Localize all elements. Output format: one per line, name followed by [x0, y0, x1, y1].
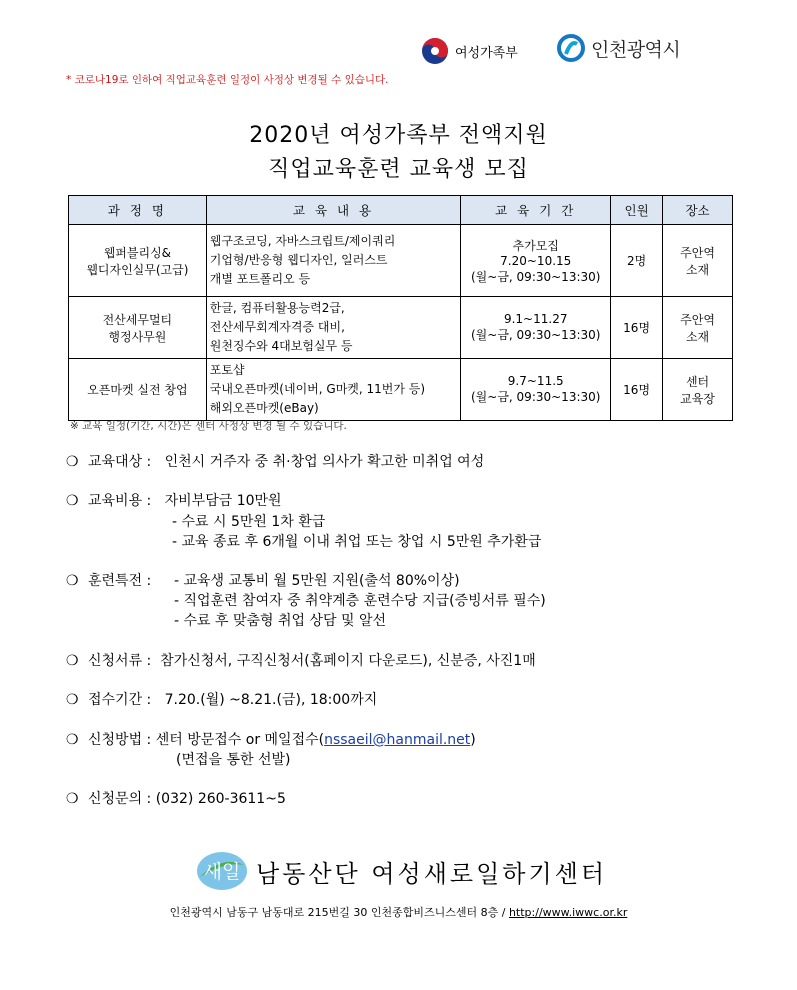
header-place: 장소: [663, 196, 733, 225]
content-line: 해외오픈마켓(eBay): [209, 401, 319, 415]
info-inquiry: [66, 789, 286, 809]
method-text-end: ): [470, 732, 476, 748]
course-people: 2명: [611, 225, 663, 297]
info-label: 교육대상 :: [88, 454, 152, 470]
period-line: (월~금, 09:30~13:30): [471, 269, 601, 284]
header-period: 교 육 기 간: [461, 196, 611, 225]
bullet-icon: ❍: [66, 454, 79, 470]
content-line: 국내오픈마켓(네이버, G마켓, 11번가 등): [209, 382, 426, 396]
saeil-badge-text: 새일: [203, 861, 241, 883]
benefit-sub-3: - 수료 후 맞춤형 취업 상담 및 알선: [174, 613, 387, 629]
method-sub: (면접을 통한 선발): [176, 752, 291, 768]
schedule-note: ※ 교육 일정(기간, 시간)은 센터 사정상 변경 될 수 있습니다.: [70, 420, 347, 432]
method-text: 센터 방문접수 or 메일접수(: [155, 732, 325, 748]
course-period: [461, 297, 611, 359]
content-line: 포토샵: [209, 363, 245, 377]
course-name-line: 전산세무멀티: [102, 312, 173, 327]
course-name-line: 웹디자인실무(고급): [86, 262, 189, 277]
table-header-row: [69, 196, 733, 225]
incheon-emblem-icon: [557, 34, 585, 62]
info-value: 인천시 거주자 중 취·창업 의사가 확고한 미취업 여성: [164, 454, 485, 470]
table-row: [69, 225, 733, 297]
place-line: 센터: [685, 374, 710, 389]
course-content: [206, 225, 461, 297]
footer-address: [0, 904, 797, 920]
content-line: 전산세무회계자격증 대비,: [209, 320, 345, 334]
cost-sub-1: - 수료 시 5만원 1차 환급: [172, 514, 326, 530]
bullet-icon: ❍: [66, 653, 79, 669]
address-text: 인천광역시 남동구 남동대로 215번길 30 인천종합비즈니스센터 8층 /: [169, 906, 509, 919]
course-place: [663, 225, 733, 297]
period-line: (월~금, 09:30~13:30): [471, 328, 601, 342]
page-subtitle: 직업교육훈련 교육생 모집: [268, 157, 529, 182]
course-content: [206, 359, 461, 421]
course-place: [663, 297, 733, 359]
incheon-name: 인천광역시: [591, 38, 681, 61]
content-line: 원천징수와 4대보험실무 등: [209, 339, 353, 353]
covid-notice: * 코로나19로 인하여 직업교육훈련 일정이 사정상 변경될 수 있습니다.: [66, 74, 389, 86]
table-row: [69, 297, 733, 359]
period-line: 추가모집: [512, 238, 559, 253]
course-name: [69, 225, 207, 297]
mogef-name: 여성가족부: [455, 45, 518, 61]
info-method: [66, 730, 476, 750]
course-period: [461, 359, 611, 421]
content-line: 한글, 컴퓨터활용능력2급,: [209, 301, 345, 315]
info-label: 신청서류 :: [88, 653, 152, 669]
course-name-line: 오픈마켓 실전 창업: [87, 383, 188, 397]
info-label: 접수기간 :: [88, 692, 152, 708]
table-row: [69, 359, 733, 421]
footer-logo: [196, 851, 607, 891]
course-name-line: 행정사무원: [108, 329, 167, 344]
bullet-icon: ❍: [66, 732, 79, 748]
benefit-sub-1: - 교육생 교통비 월 5만원 지원(출석 80%이상): [174, 573, 460, 589]
info-benefit: [66, 571, 151, 591]
place-line: 주안역: [680, 245, 715, 260]
course-people: 16명: [611, 359, 663, 421]
info-label: 훈련특전 :: [88, 573, 152, 589]
info-target: [66, 452, 484, 472]
info-label: 신청방법 :: [88, 732, 152, 748]
bullet-icon: ❍: [66, 573, 79, 589]
center-name: 남동산단 여성새로일하기센터: [256, 859, 608, 888]
info-value: 7.20.(월) ~8.21.(금), 18:00까지: [164, 692, 378, 708]
cost-sub-2: - 교육 종료 후 6개월 이내 취업 또는 창업 시 5만원 추가환급: [172, 534, 542, 550]
header-course-name: 과 정 명: [69, 196, 207, 225]
email-link[interactable]: nssaeil@hanmail.net: [324, 732, 471, 748]
place-line: 교육장: [680, 391, 715, 406]
course-table: [68, 195, 733, 421]
incheon-logo: [557, 34, 680, 62]
header-people: 인원: [611, 196, 663, 225]
info-value: (032) 260-3611~5: [155, 791, 286, 807]
period-line: (월~금, 09:30~13:30): [471, 390, 601, 404]
course-content: [206, 297, 461, 359]
saeil-logo-icon: [196, 851, 248, 891]
content-line: 개별 포트폴리오 등: [209, 272, 311, 286]
info-period: [66, 690, 377, 710]
info-label: 신청문의 :: [88, 791, 152, 807]
period-line: 9.1~11.27: [503, 312, 568, 326]
course-people: 16명: [611, 297, 663, 359]
place-line: 소재: [685, 262, 710, 277]
header-logos: [420, 34, 720, 74]
info-label: 교육비용 :: [88, 493, 152, 509]
course-place: [663, 359, 733, 421]
bullet-icon: ❍: [66, 493, 79, 509]
mogef-logo: [420, 36, 518, 66]
place-line: 소재: [685, 329, 710, 344]
period-line: 7.20~10.15: [500, 253, 572, 268]
content-line: 웹구조코딩, 자바스크립트/제이쿼리: [209, 234, 396, 248]
course-period: [461, 225, 611, 297]
info-docs: [66, 651, 536, 671]
header-content: 교 육 내 용: [206, 196, 461, 225]
info-value: 참가신청서, 구직신청서(홈페이지 다운로드), 신분증, 사진1매: [160, 653, 536, 669]
info-value: 자비부담금 10만원: [164, 493, 282, 509]
course-name: [69, 297, 207, 359]
content-line: 기업형/반응형 웹디자인, 일러스트: [209, 253, 388, 267]
info-cost: [66, 491, 282, 511]
bullet-icon: ❍: [66, 791, 79, 807]
page-title: 2020년 여성가족부 전액지원: [249, 123, 548, 148]
website-link[interactable]: http://www.iwwc.or.kr: [508, 906, 628, 919]
benefit-sub-2: - 직업훈련 참여자 중 취약계층 훈련수당 지급(증빙서류 필수): [174, 593, 546, 609]
course-name: [69, 359, 207, 421]
period-line: 9.7~11.5: [507, 374, 564, 388]
course-name-line: 웹퍼블리싱&: [103, 245, 172, 260]
place-line: 주안역: [680, 312, 715, 327]
bullet-icon: ❍: [66, 692, 79, 708]
taegeuk-icon: [420, 36, 450, 66]
